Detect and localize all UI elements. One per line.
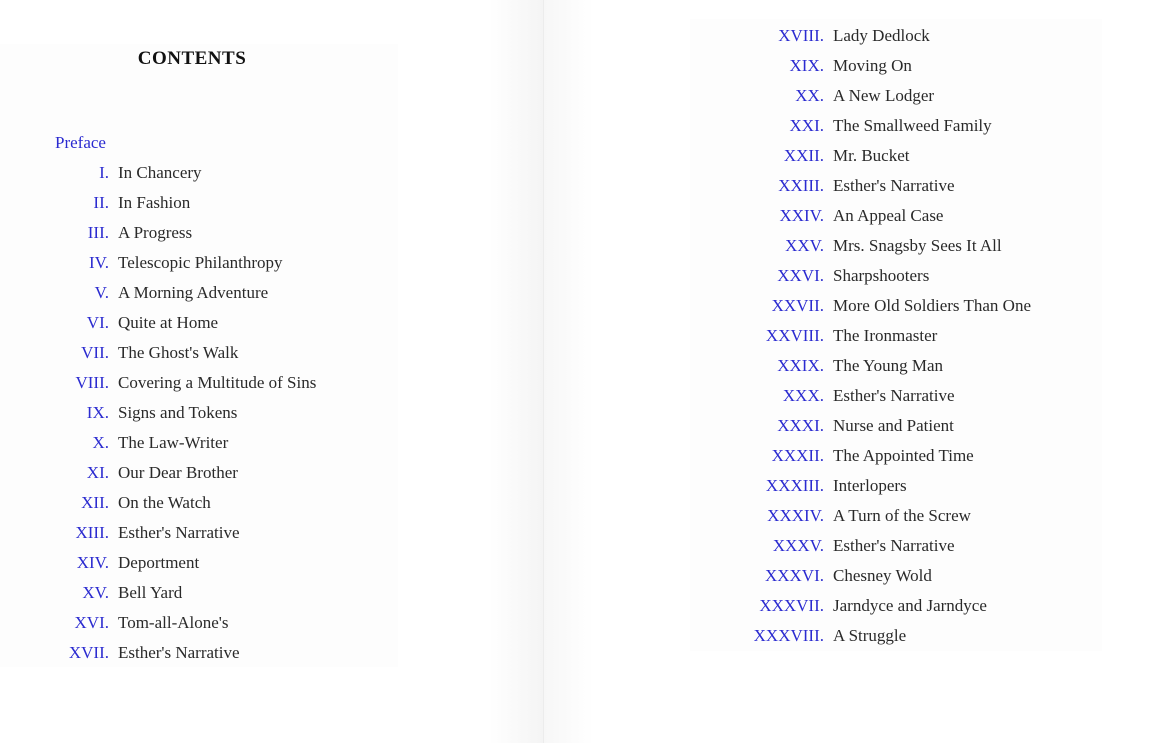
- chapter-number-link[interactable]: XXVII.: [771, 296, 824, 315]
- chapter-number-link[interactable]: XXXVI.: [764, 566, 824, 585]
- chapter-title: Covering a Multitude of Sins: [118, 373, 317, 392]
- chapter-title: Nurse and Patient: [833, 416, 954, 435]
- chapter-title: Esther's Narrative: [118, 523, 240, 542]
- chapter-title: Esther's Narrative: [833, 536, 955, 555]
- chapter-title: In Fashion: [118, 193, 191, 212]
- chapter-number-link[interactable]: X.: [92, 433, 109, 452]
- chapter-title: Chesney Wold: [833, 566, 932, 585]
- chapter-number-link[interactable]: XIX.: [789, 56, 824, 75]
- chapter-title: A New Lodger: [833, 86, 935, 105]
- chapter-title: Moving On: [833, 56, 912, 75]
- chapter-number-link[interactable]: XXXVIII.: [753, 626, 824, 645]
- chapter-number-link[interactable]: XIV.: [76, 553, 109, 572]
- chapter-number-link[interactable]: I.: [99, 163, 109, 182]
- chapter-number-link[interactable]: XXIV.: [779, 206, 824, 225]
- chapter-number-link[interactable]: V.: [94, 283, 109, 302]
- chapter-title: The Ironmaster: [833, 326, 938, 345]
- chapter-number-link[interactable]: XXVIII.: [765, 326, 824, 345]
- chapter-title: Mr. Bucket: [833, 146, 910, 165]
- chapter-number-link[interactable]: IX.: [86, 403, 109, 422]
- chapter-title: Esther's Narrative: [833, 386, 955, 405]
- chapter-title: Signs and Tokens: [118, 403, 238, 422]
- chapter-number-link[interactable]: VII.: [81, 343, 109, 362]
- chapter-title: On the Watch: [118, 493, 211, 512]
- chapter-number-link[interactable]: XXX.: [782, 386, 824, 405]
- chapter-number-link[interactable]: XXIX.: [777, 356, 824, 375]
- chapter-number-link[interactable]: XXXII.: [771, 446, 824, 465]
- chapter-title: Bell Yard: [118, 583, 183, 602]
- chapter-title: Tom-all-Alone's: [118, 613, 229, 632]
- chapter-title: Deportment: [118, 553, 200, 572]
- chapter-number-link[interactable]: III.: [87, 223, 109, 242]
- chapter-number-link[interactable]: XXV.: [785, 236, 824, 255]
- chapter-number-link[interactable]: XIII.: [75, 523, 109, 542]
- chapter-number-link[interactable]: XXXVII.: [759, 596, 824, 615]
- chapter-number-link[interactable]: XXI.: [789, 116, 824, 135]
- chapter-title: An Appeal Case: [833, 206, 944, 225]
- chapter-title: The Young Man: [833, 356, 944, 375]
- chapter-title: Telescopic Philanthropy: [118, 253, 283, 272]
- chapter-title: Our Dear Brother: [118, 463, 238, 482]
- chapter-title: A Turn of the Screw: [833, 506, 971, 525]
- preface-link[interactable]: Preface: [55, 133, 106, 152]
- chapter-title: The Appointed Time: [833, 446, 974, 465]
- chapter-number-link[interactable]: XVI.: [74, 613, 109, 632]
- chapter-title: In Chancery: [118, 163, 202, 182]
- chapter-title: A Progress: [118, 223, 193, 242]
- chapter-title: Esther's Narrative: [833, 176, 955, 195]
- chapter-title: The Ghost's Walk: [118, 343, 239, 362]
- chapter-number-link[interactable]: XI.: [86, 463, 109, 482]
- chapter-title: Interlopers: [833, 476, 907, 495]
- chapter-number-link[interactable]: IV.: [89, 253, 109, 272]
- chapter-number-link[interactable]: XXXV.: [772, 536, 824, 555]
- chapter-number-link[interactable]: XVII.: [68, 643, 109, 662]
- chapter-title: Sharpshooters: [833, 266, 930, 285]
- chapter-number-link[interactable]: XXXIV.: [767, 506, 824, 525]
- chapter-number-link[interactable]: II.: [93, 193, 109, 212]
- chapter-number-link[interactable]: XV.: [82, 583, 109, 602]
- chapter-number-link[interactable]: XXIII.: [778, 176, 824, 195]
- chapter-title: Mrs. Snagsby Sees It All: [833, 236, 1002, 255]
- chapter-number-link[interactable]: VI.: [86, 313, 109, 332]
- chapter-number-link[interactable]: XX.: [795, 86, 824, 105]
- chapter-title: Jarndyce and Jarndyce: [833, 596, 987, 615]
- contents-heading: CONTENTS: [137, 48, 247, 69]
- chapter-title: The Law-Writer: [118, 433, 229, 452]
- chapter-title: A Morning Adventure: [118, 283, 269, 302]
- chapter-title: The Smallweed Family: [833, 116, 992, 135]
- chapter-title: Quite at Home: [118, 313, 219, 332]
- chapter-number-link[interactable]: XXVI.: [777, 266, 824, 285]
- chapter-number-link[interactable]: XII.: [81, 493, 109, 512]
- chapter-title: Esther's Narrative: [118, 643, 240, 662]
- chapter-number-link[interactable]: XXXIII.: [765, 476, 824, 495]
- chapter-title: A Struggle: [833, 626, 907, 645]
- chapter-number-link[interactable]: XVIII.: [778, 26, 824, 45]
- chapter-title: Lady Dedlock: [833, 26, 930, 45]
- chapter-number-link[interactable]: XXXI.: [777, 416, 824, 435]
- chapter-title: More Old Soldiers Than One: [833, 296, 1031, 315]
- chapter-number-link[interactable]: VIII.: [75, 373, 109, 392]
- chapter-number-link[interactable]: XXII.: [783, 146, 824, 165]
